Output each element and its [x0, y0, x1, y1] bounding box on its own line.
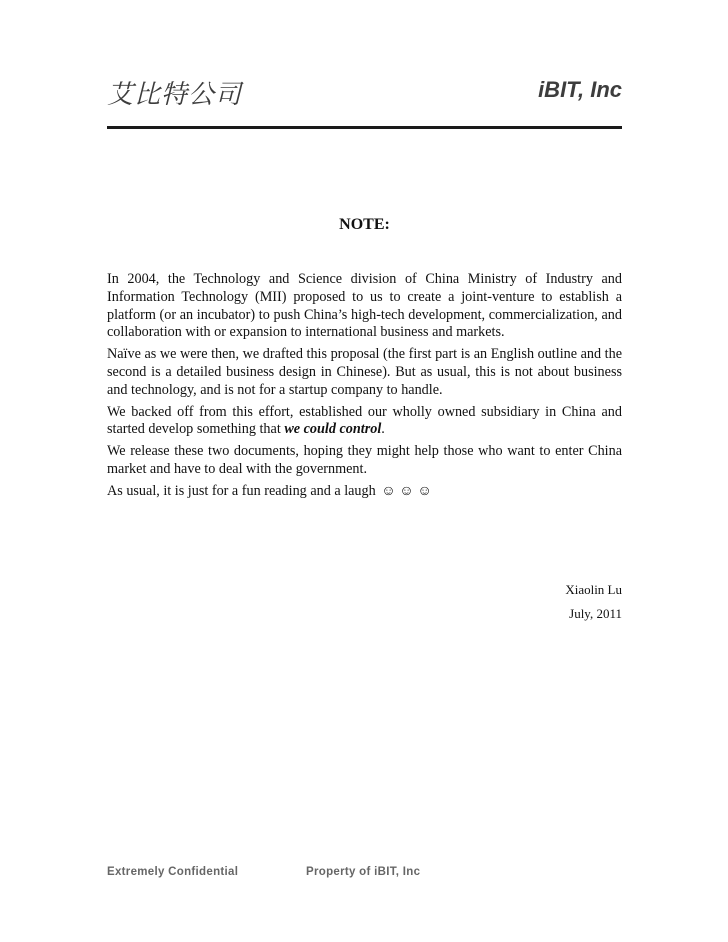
footer-property: Property of iBIT, Inc	[306, 866, 421, 878]
paragraph-2: Naïve as we were then, we drafted this proposal (the first part is an English outline and the second is a detailed business design in Chinese). But as usual, this is not about business and technology, and is not for a startup company to handle.	[107, 346, 622, 398]
signature-date: July, 2011	[569, 606, 622, 621]
note-body	[107, 271, 622, 505]
signature-block	[565, 578, 622, 626]
paragraph-3-end: .	[381, 421, 385, 438]
footer-confidential: Extremely Confidential	[107, 866, 239, 878]
paragraph-1: In 2004, the Technology and Science division of China Ministry of Industry and Information Technology (MII) proposed to us to create a joint-venture to establish a platform (or an incubator) to push China’s high-tech development, commercialization, and collaboration with or expansion to international business and markets.	[107, 271, 622, 341]
paragraph-3-emphasis: we could control	[284, 421, 382, 438]
note-title: NOTE:	[339, 216, 390, 233]
paragraph-3-text: We backed off from this effort, established our wholly owned subsidiary in China and started develop something that	[107, 403, 622, 438]
header-divider	[107, 126, 622, 129]
header-company-name: iBIT, Inc	[538, 77, 622, 102]
smiley-icons: ☺ ☺ ☺	[381, 482, 432, 499]
paragraph-5	[107, 483, 622, 501]
signature-name: Xiaolin Lu	[565, 582, 622, 597]
header-chinese-company-name: 艾比特公司	[107, 80, 243, 110]
paragraph-4: We release these two documents, hoping they might help those who want to enter China market and have to deal with the government.	[107, 443, 622, 477]
paragraph-5-text: As usual, it is just for a fun reading and a laugh	[107, 482, 376, 499]
paragraph-3	[107, 404, 622, 440]
